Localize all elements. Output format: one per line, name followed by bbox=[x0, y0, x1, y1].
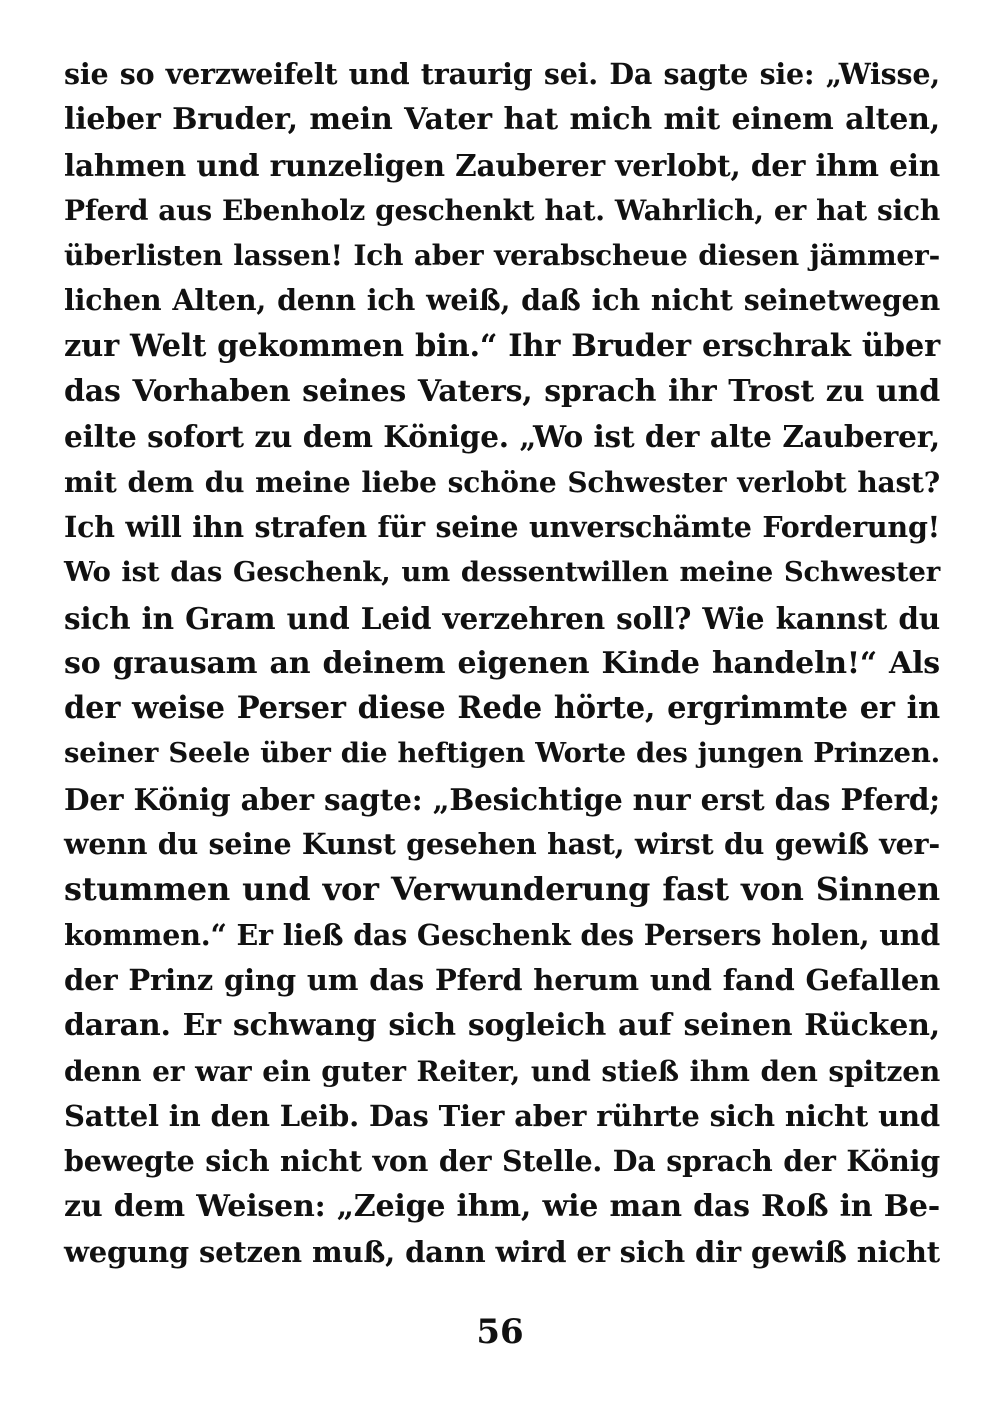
page-text bbox=[64, 52, 940, 1275]
text-line: Ich will ihn strafen für seine unverschämte Forderung! bbox=[64, 509, 940, 544]
text-line: sie so verzweifelt und traurig sei. Da sagte sie: „Wisse, bbox=[64, 57, 940, 91]
text-line: lichen Alten, denn ich weiß, daß ich nicht seinetwegen bbox=[64, 283, 940, 318]
text-line: wenn du seine Kunst gesehen hast, wirst du gewiß ver- bbox=[64, 827, 940, 862]
text-line: mit dem du meine liebe schöne Schwester verlobt hast? bbox=[64, 465, 940, 499]
text-line: zu dem Weisen: „Zeige ihm, wie man das Roß in Be- bbox=[64, 1189, 940, 1225]
text-line: so grausam an deinem eigenen Kinde handeln!“ Als bbox=[64, 645, 940, 681]
text-line: überlisten lassen! Ich aber verabscheue diesen jämmer- bbox=[64, 239, 940, 273]
text-line: seiner Seele über die heftigen Worte des jungen Prinzen. bbox=[64, 737, 940, 770]
text-line: kommen.“ Er ließ das Geschenk des Persers holen, und bbox=[64, 917, 940, 952]
text-line: der Prinz ging um das Pferd herum und fand Gefallen bbox=[64, 962, 940, 997]
text-line: bewegte sich nicht von der Stelle. Da sprach der König bbox=[64, 1144, 940, 1179]
text-line: das Vorhaben seines Vaters, sprach ihr Trost zu und bbox=[64, 374, 940, 410]
text-line: Wo ist das Geschenk, um dessentwillen meine Schwester bbox=[64, 556, 940, 589]
text-line: daran. Er schwang sich sogleich auf seinen Rücken, bbox=[64, 1008, 940, 1044]
text-line: stummen und vor Verwunderung fast von Sinnen bbox=[64, 870, 940, 909]
text-line: Der König aber sagte: „Besichtige nur erst das Pferd; bbox=[64, 781, 940, 817]
text-line: lahmen und runzeligen Zauberer verlobt, der ihm ein bbox=[64, 147, 940, 183]
text-line: wegung setzen muß, dann wird er sich dir gewiß nicht bbox=[64, 1234, 940, 1269]
text-line: eilte sofort zu dem Könige. „Wo ist der alte Zauberer, bbox=[64, 419, 940, 455]
text-line: Pferd aus Ebenholz geschenkt hat. Wahrlich, er hat sich bbox=[64, 193, 940, 227]
text-line: Sattel in den Leib. Das Tier aber rührte sich nicht und bbox=[64, 1098, 940, 1133]
text-line: denn er war ein guter Reiter, und stieß ihm den spitzen bbox=[64, 1054, 940, 1088]
page-number: 56 bbox=[476, 1312, 524, 1352]
text-line: zur Welt gekommen bin.“ Ihr Bruder erschrak über bbox=[64, 327, 940, 364]
text-line: sich in Gram und Leid verzehren soll? Wie kannst du bbox=[64, 600, 940, 636]
text-line: lieber Bruder, mein Vater hat mich mit einem alten, bbox=[64, 102, 940, 138]
text-line: der weise Perser diese Rede hörte, ergrimmte er in bbox=[64, 690, 940, 727]
